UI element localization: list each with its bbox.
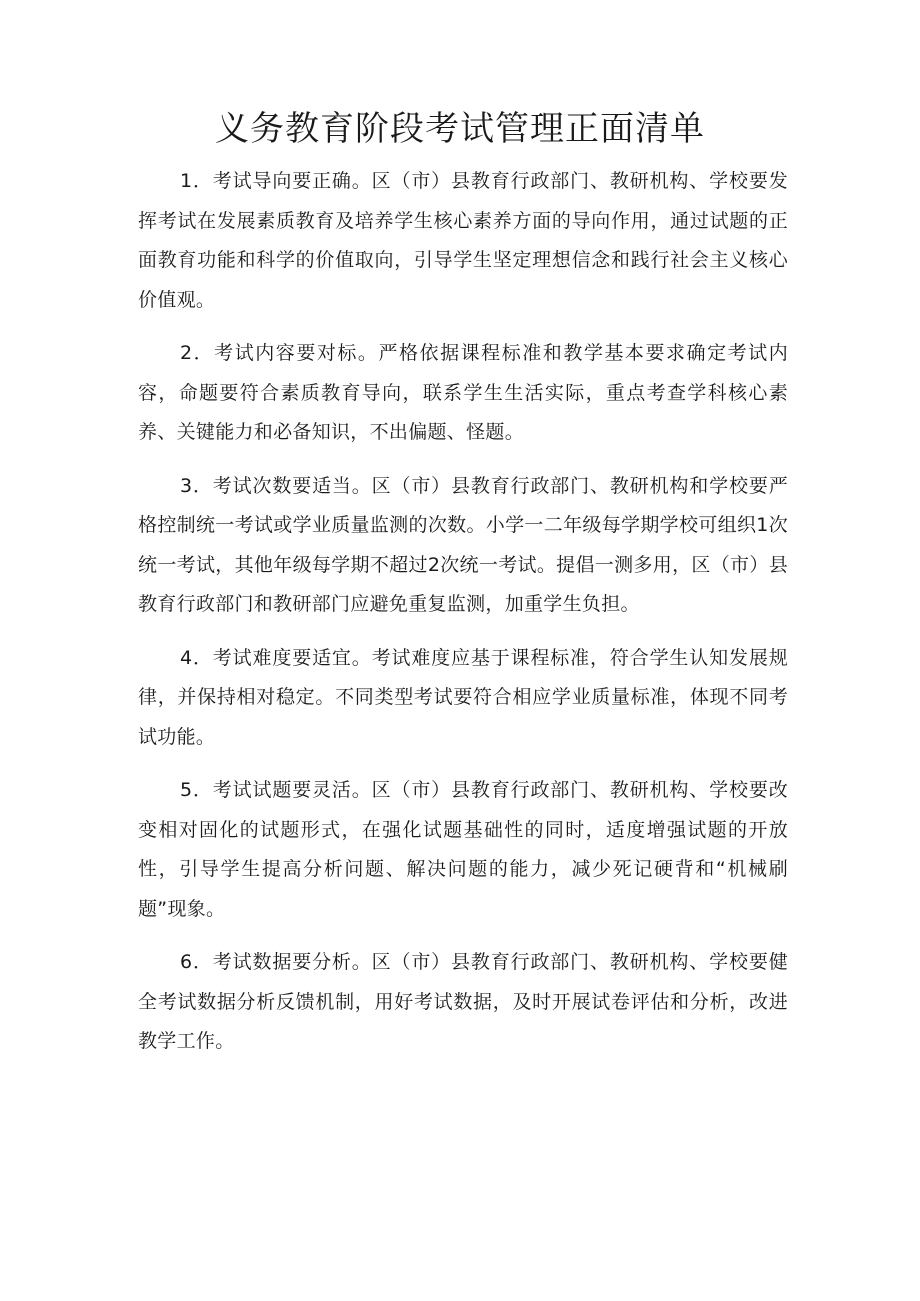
paragraph-item-4: 4．考试难度要适宜。考试难度应基于课程标准，符合学生认知发展规律，并保持相对稳定。不同类型考试要符合相应学业质量标准，体现不同考试功能。 xyxy=(138,646,788,748)
paragraph-item-5: 5．考试试题要灵活。区（市）县教育行政部门、教研机构、学校要改变相对固化的试题形式，在强化试题基础性的同时，适度增强试题的开放性，引导学生提高分析问题、解决问题的能力，减少死记硬背和“机械刷题”现象。 xyxy=(138,779,788,920)
paragraph-item-3: 3．考试次数要适当。区（市）县教育行政部门、教研机构和学校要严格控制统一考试或学业质量监测的次数。小学一二年级每学期学校可组织1次统一考试，其他年级每学期不超过2次统一考试。提倡一测多用，区（市）县教育行政部门和教研部门应避免重复监测，加重学生负担。 xyxy=(138,474,788,615)
paragraph-item-1: 1．考试导向要正确。区（市）县教育行政部门、教研机构、学校要发挥考试在发展素质教育及培养学生核心素养方面的导向作用，通过试题的正面教育功能和科学的价值取向，引导学生坚定理想信念和践行社会主义核心价值观。 xyxy=(138,170,788,311)
paragraph-item-6: 6．考试数据要分析。区（市）县教育行政部门、教研机构、学校要健全考试数据分析反馈机制，用好考试数据，及时开展试卷评估和分析，改进教学工作。 xyxy=(138,951,788,1052)
document-title: 义务教育阶段考试管理正面清单 xyxy=(215,109,705,149)
document-body xyxy=(138,162,788,1076)
paragraph-item-2: 2．考试内容要对标。严格依据课程标准和教学基本要求确定考试内容，命题要符合素质教育导向，联系学生生活实际，重点考查学科核心素养、关键能力和必备知识，不出偏题、怪题。 xyxy=(138,342,788,443)
